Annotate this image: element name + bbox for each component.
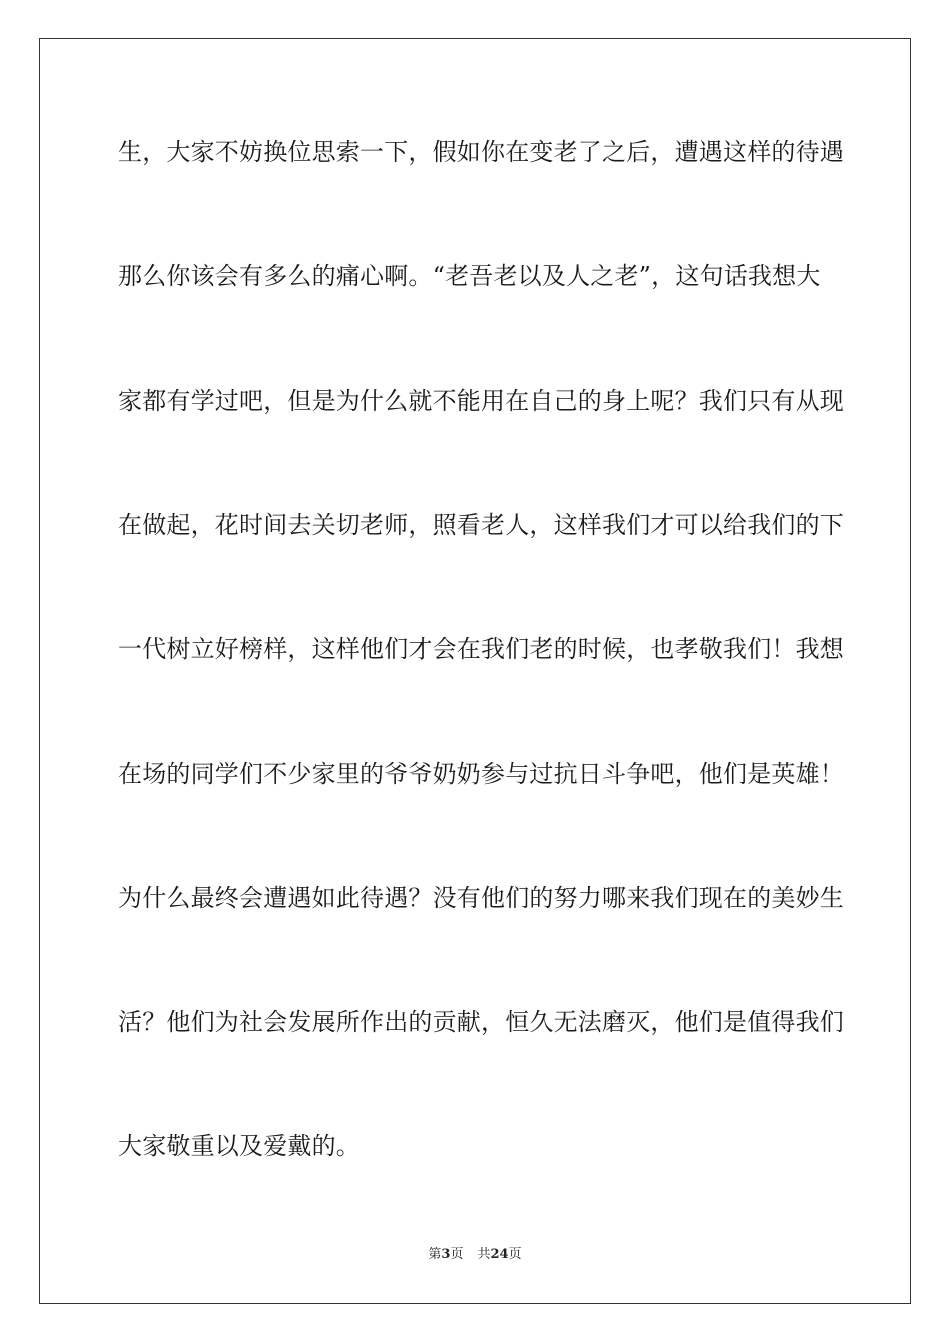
page-prefix: 第	[428, 1247, 442, 1262]
text-line: 生，大家不妨换位思索一下，假如你在变老了之后，遭遇这样的待遇	[118, 138, 844, 166]
total-prefix: 共	[477, 1247, 491, 1262]
text-line: 大家敬重以及爱戴的。	[118, 1132, 360, 1160]
total-suffix: 页	[508, 1247, 522, 1262]
text-line: 为什么最终会遭遇如此待遇？没有他们的努力哪来我们现在的美妙生	[118, 884, 844, 912]
text-line: 一代树立好榜样，这样他们才会在我们老的时候，也孝敬我们！我想	[118, 635, 844, 663]
total-pages: 24	[490, 1247, 509, 1262]
text-line: 家都有学过吧，但是为什么就不能用在自己的身上呢？我们只有从现	[118, 387, 844, 415]
page-number: 3	[441, 1247, 451, 1262]
page-border	[39, 38, 911, 1304]
text-line: 在做起，花时间去关切老师，照看老人，这样我们才可以给我们的下	[118, 511, 844, 539]
page-footer	[0, 1246, 950, 1264]
page-suffix: 页	[450, 1247, 464, 1262]
text-line: 在场的同学们不少家里的爷爷奶奶参与过抗日斗争吧，他们是英雄！	[118, 760, 844, 788]
text-line: 那么你该会有多么的痛心啊。“老吾老以及人之老”，这句话我想大	[118, 262, 821, 290]
text-line: 活？他们为社会发展所作出的贡献，恒久无法磨灭，他们是值得我们	[118, 1008, 844, 1036]
